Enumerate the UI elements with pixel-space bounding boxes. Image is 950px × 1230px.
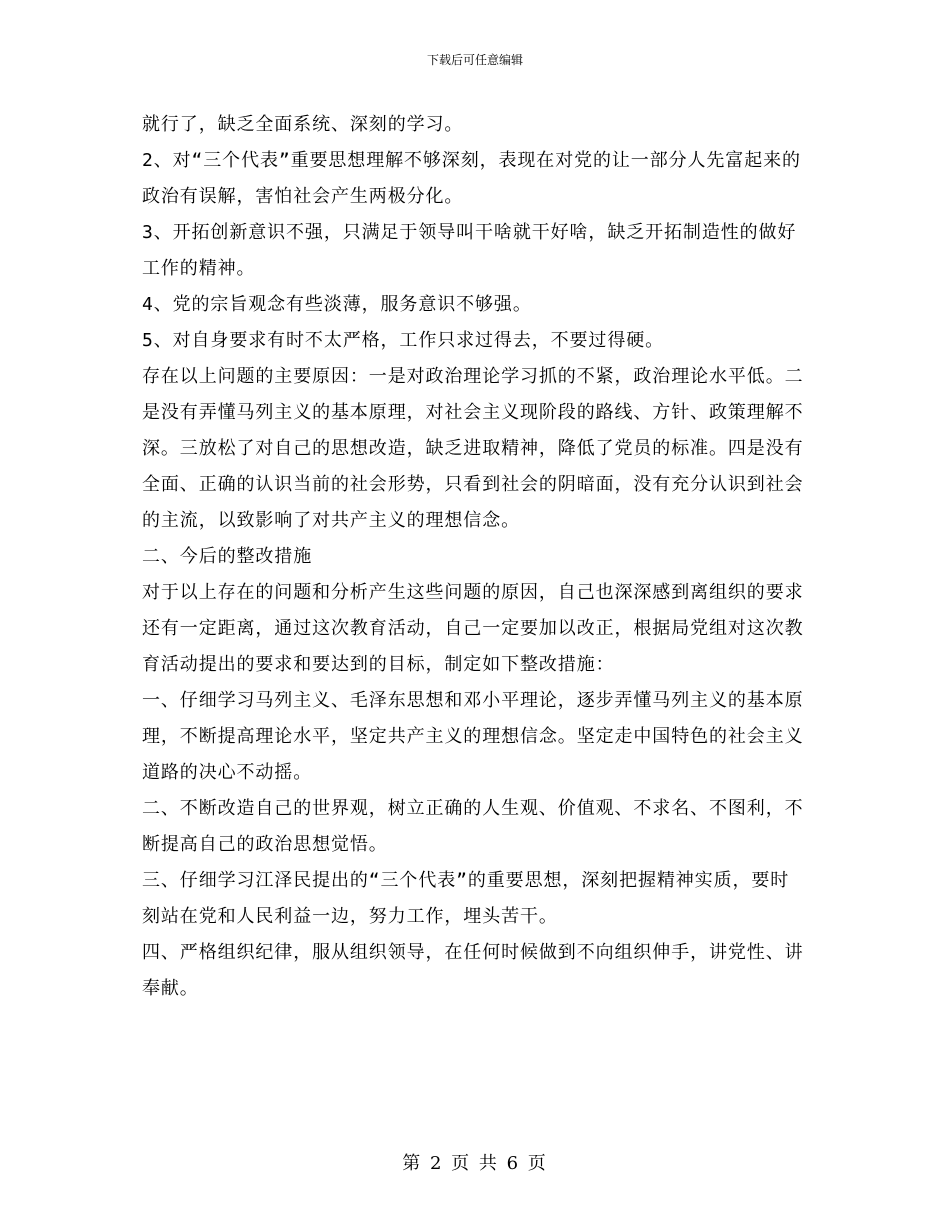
paragraph-9: 一、仔细学习马列主义、毛泽东思想和邓小平理论，逐步弄懂马列主义的基本原理，不断提高理论水平，坚定共产主义的理想信念。坚定走中国特色的社会主义道路的决心不动摇。 bbox=[142, 690, 804, 783]
section-heading: 二、今后的整改措施 bbox=[142, 546, 313, 567]
paragraph-8: 对于以上存在的问题和分析产生这些问题的原因，自己也深深感到离组织的要求还有一定距离，通过这次教育活动，自己一定要加以改正，根据局党组对这次教育活动提出的要求和要达到的目标，制定如下整改措施： bbox=[142, 582, 804, 675]
paragraph-5: 5、对自身要求有时不太严格，工作只求过得去，不要过得硬。 bbox=[142, 330, 665, 351]
page-number: 第 2 页 共 6 页 bbox=[402, 1153, 548, 1174]
paragraph-1: 就行了，缺乏全面系统、深刻的学习。 bbox=[142, 114, 464, 135]
paragraph-12: 四、严格组织纪律，服从组织领导，在任何时候做到不向组织伸手，讲党性、讲奉献。 bbox=[142, 942, 804, 999]
paragraph-6: 存在以上问题的主要原因：一是对政治理论学习抓的不紧，政治理论水平低。二是没有弄懂马列主义的基本原理，对社会主义现阶段的路线、方针、政策理解不深。三放松了对自己的思想改造，缺乏进取精神，降低了党员的标准。四是没有全面、正确的认识当前的社会形势，只看到社会的阴暗面，没有充分认识到社会的主流，以致影响了对共产主义的理想信念。 bbox=[142, 366, 804, 531]
paragraph-11: 三、仔细学习江泽民提出的“三个代表”的重要思想，深刻把握精神实质，要时刻站在党和人民利益一边，努力工作，埋头苦干。 bbox=[142, 870, 790, 927]
paragraph-2: 2、对“三个代表”重要思想理解不够深刻，表现在对党的让一部分人先富起来的政治有误解，害怕社会产生两极分化。 bbox=[142, 150, 801, 207]
paragraph-10: 二、不断改造自己的世界观，树立正确的人生观、价值观、不求名、不图利，不断提高自己的政治思想觉悟。 bbox=[142, 798, 804, 855]
paragraph-3: 3、开拓创新意识不强，只满足于领导叫干啥就干好啥，缺乏开拓制造性的做好工作的精神。 bbox=[142, 222, 797, 279]
paragraph-4: 4、党的宗旨观念有些淡薄，服务意识不够强。 bbox=[142, 294, 532, 315]
document-body bbox=[142, 107, 808, 1007]
page-header: 下载后可任意编辑 bbox=[426, 53, 523, 67]
